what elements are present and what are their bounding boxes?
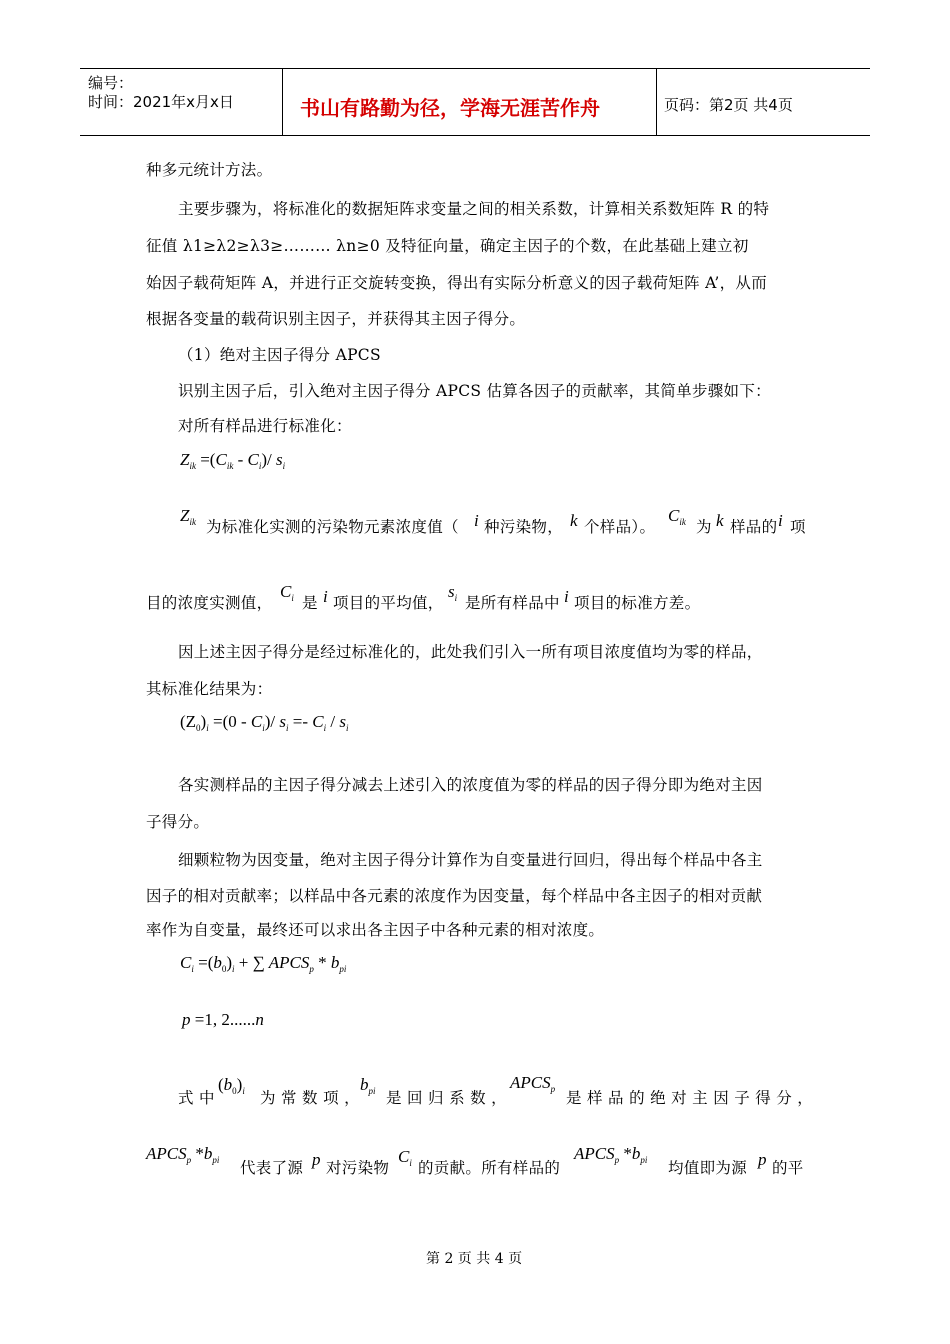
header-motto: 书山有路勤为径，学海无涯苦作舟 (300, 96, 600, 120)
text-fragment: 式 中 (178, 1089, 215, 1107)
text-line: 始因子载荷矩阵 A，并进行正交旋转变换，得出有实际分析意义的因子载荷矩阵 A’，从而 (146, 274, 767, 292)
text-line: 其标准化结果为： (146, 680, 273, 698)
symbol-apcs-bpi: $APCS_p$ $*b_{pi}$ (146, 1144, 220, 1165)
text-line: 根据各变量的载荷识别主因子，并获得其主因子得分。 (146, 310, 526, 328)
text-fragment: 样品的 (730, 518, 778, 536)
text-line: 子得分。 (146, 813, 210, 831)
text-line: 细颗粒物为因变量，绝对主因子得分计算作为自变量进行回归，得出每个样品中各主 (178, 851, 763, 869)
symbol-apcs: $APCS_p$ (510, 1073, 556, 1094)
text-fragment: 均值即为源 (668, 1159, 748, 1177)
text-fragment: 代表了源 (240, 1159, 304, 1177)
text-fragment: 为标准化实测的污染物元素浓度值（ (206, 518, 459, 536)
text-line: 因上述主因子得分是经过标准化的，此处我们引入一所有项目浓度值均为零的样品， (178, 643, 763, 661)
symbol-k: k (716, 511, 724, 530)
text-fragment: 为 (696, 518, 712, 536)
text-fragment: 是 回 归 系 数 ， (386, 1089, 507, 1107)
text-fragment: 种污染物， (484, 518, 564, 536)
page-footer: 第 2 页 共 4 页 (426, 1251, 523, 1267)
text-line: 主要步骤为，将标准化的数据矩阵求变量之间的相关系数，计算相关系数矩阵 R 的特 (178, 200, 770, 218)
symbol-z: $Z_{ik}$ (180, 506, 196, 527)
symbol-apcs-bpi: $APCS_p$ $*b_{pi}$ (574, 1144, 648, 1165)
formula-zero-sample: $(Z_0)_i =(0 - C_i)/$ $s_i =- C_i / s_i$ (180, 712, 349, 733)
text-line: 对所有样品进行标准化： (178, 417, 352, 435)
text-line: 征值 λ1≥λ2≥λ3≥……… λn≥0 及特征向量，确定主因子的个数，在此基础上建立初 (146, 237, 749, 255)
text-fragment: 为 常 数 项 ， (260, 1089, 360, 1107)
text-line: 种多元统计方法。 (146, 161, 273, 179)
symbol-ci: $C_i$ (280, 582, 294, 603)
header-number: 编号： (88, 74, 134, 92)
symbol-k: k (570, 511, 578, 530)
text-fragment: 项 (790, 518, 806, 536)
text-fragment: 个样品）。 (584, 518, 656, 536)
header-divider-1 (282, 68, 283, 136)
text-line: 率作为自变量，最终还可以求出各主因子中各种元素的相对浓度。 (146, 921, 605, 939)
symbol-ci: $C_i$ (398, 1147, 412, 1168)
symbol-i: i (778, 511, 783, 530)
text-line: 各实测样品的主因子得分减去上述引入的浓度值为零的样品的因子得分即为绝对主因 (178, 776, 763, 794)
symbol-p: p (758, 1150, 767, 1169)
symbol-si: $s_i$ (448, 582, 458, 603)
symbol-i: i (564, 587, 569, 606)
text-fragment: 的贡献。所有样品的 (418, 1159, 561, 1177)
symbol-bpi: $b_{pi}$ (360, 1075, 376, 1096)
text-fragment: 是 (302, 594, 318, 612)
text-line: 因子的相对贡献率；以样品中各元素的浓度作为因变量，每个样品中各主因子的相对贡献 (146, 887, 763, 905)
formula-standardization: $Z_{ik} =(C_{ik} - C_i)/$ $s_i$ (180, 450, 286, 471)
text-fragment: 的平 (772, 1159, 804, 1177)
text-fragment: 对污染物 (326, 1159, 390, 1177)
section-heading: （1）绝对主因子得分 APCS (178, 346, 381, 364)
header-page: 页码：第2页 共4页 (664, 96, 793, 114)
header-date: 时间：2021年x月x日 (88, 93, 234, 111)
symbol-cik: $C_{ik}$ (668, 506, 686, 527)
text-fragment: 是 样 品 的 绝 对 主 因 子 得 分 ， (566, 1089, 814, 1107)
header-divider-2 (656, 68, 657, 136)
header-bottom-rule (80, 135, 870, 136)
symbol-i: i (474, 511, 479, 530)
text-fragment: 项目的平均值， (333, 594, 444, 612)
formula-regression: $C_i =(b_0)_i$ + ∑ $APCS_p * b_{pi}$ (180, 953, 347, 974)
text-fragment: 是所有样品中 (465, 594, 560, 612)
symbol-p: p (312, 1150, 321, 1169)
text-fragment: 目的浓度实测值， (146, 594, 273, 612)
symbol-i: i (323, 587, 328, 606)
symbol-b0: $(b_0)_i$ (218, 1075, 245, 1096)
header-top-rule (80, 68, 870, 69)
text-line: 识别主因子后，引入绝对主因子得分 APCS 估算各因子的贡献率，其简单步骤如下： (178, 382, 771, 400)
formula-index-range: p =1, 2......n (182, 1010, 264, 1029)
text-fragment: 项目的标准方差。 (574, 594, 701, 612)
